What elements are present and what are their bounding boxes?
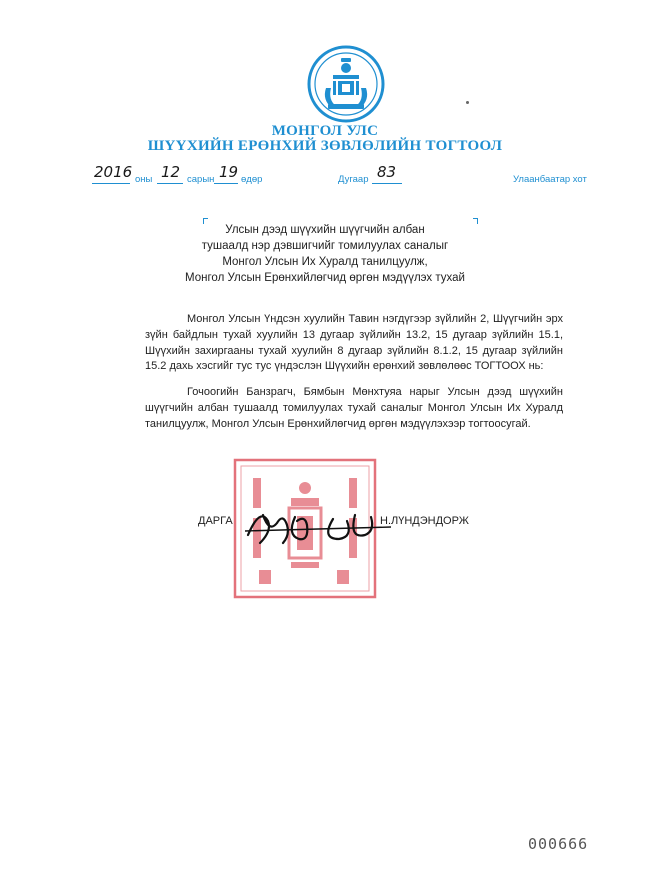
city-label: Улаанбаатар хот (513, 174, 587, 185)
handwritten-day: 19 (219, 163, 239, 181)
year-suffix: оны (135, 174, 153, 185)
subject-line: Монгол Улсын Их Хуралд танилцуулж, (222, 256, 428, 268)
day-suffix: өдөр (241, 174, 263, 185)
signatory-title: ДАРГА (198, 515, 233, 527)
document-serial-number: 000666 (528, 835, 589, 853)
month-suffix: сарын (187, 174, 215, 185)
signatory-name: Н.ЛҮНДЭНДОРЖ (380, 515, 469, 527)
subject-line: Улсын дээд шүүхийн шүүгчийн албан (225, 224, 425, 236)
number-label: Дугаар (338, 174, 369, 185)
subject-line: тушаалд нэр дэвшигчийг томилуулах саналыг (201, 240, 449, 252)
body-paragraph-2: Гочоогийн Банзрагч, Бямбын Мөнхтуяа нарыг Улсын дээд шүүхийн шүүгчийн албан тушаалд томилуулах тухай саналыг Монгол Улсын Их Хуралд танилцуулж, Монгол Улсын Ерөнхийлөгчид өргөн мэдүүлэхээр тогтоосугай. (145, 386, 563, 430)
country-name: МОНГОЛ УЛС (271, 123, 379, 139)
handwritten-month: 12 (161, 163, 181, 181)
body-paragraph-1: Монгол Улсын Үндсэн хуулийн Тавин нэгдүгээр зүйлийн 2, Шүүгчийн эрх зүйн байдлын тухай хуулийн 13 дугаар зүйлийн 13.2, 15 дугаар зүйлийн 15.1, Шүүхийн захиргааны тухай хуулийн 8 дугаар зүйлийн 8.1.2, 15 дугаар зүйлийн 15.2 дахь хэсгийг тус тус үндэслэн Шүүхийн ерөнхий зөвлөлөөс ТОГТООХ нь: (145, 313, 563, 373)
handwritten-year: 2016 (94, 163, 133, 181)
mongolia-state-emblem-icon (306, 44, 386, 124)
subject-line: Монгол Улсын Ерөнхийлөгчид өргөн мэдүүлэх тухай (185, 272, 465, 284)
subject-block (0, 222, 650, 286)
document-title: ШҮҮХИЙН ЕРӨНХИЙ ЗӨВЛӨЛИЙН ТОГТООЛ (147, 138, 503, 154)
date-line (94, 163, 132, 181)
handwritten-number: 83 (377, 163, 397, 181)
handwritten-signature-icon (243, 505, 393, 550)
